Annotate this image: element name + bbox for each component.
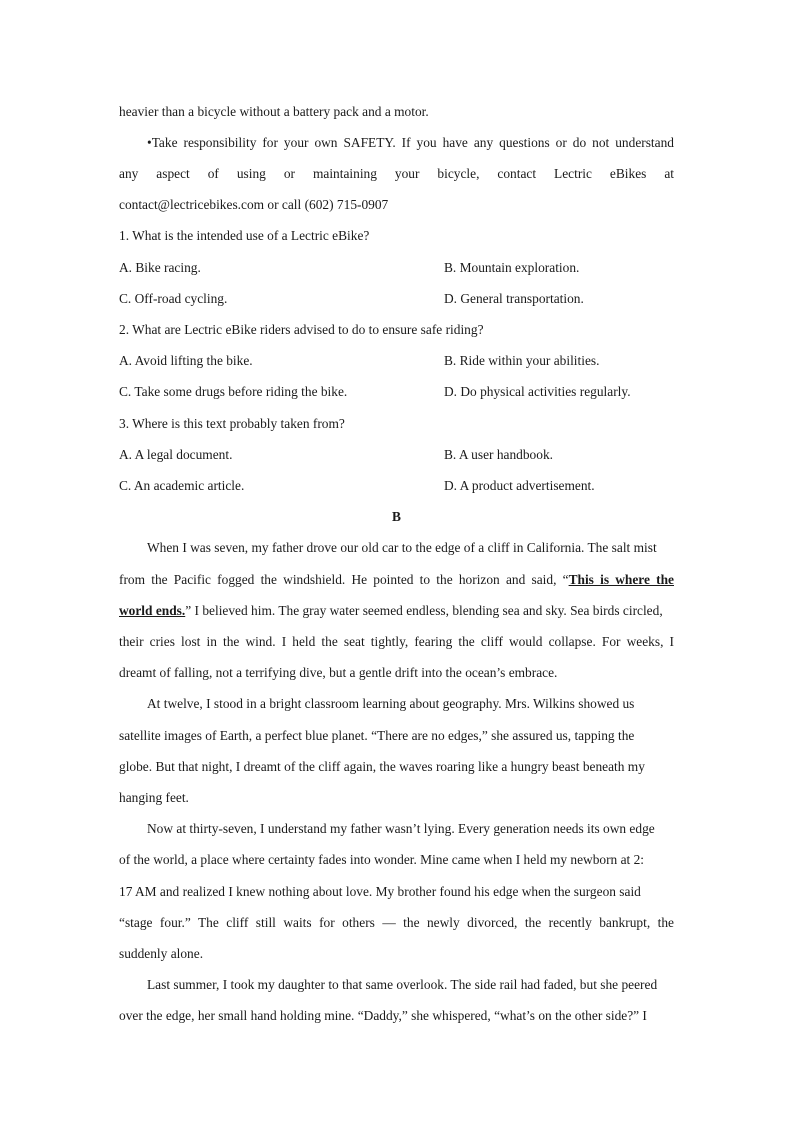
passage-line: their cries lost in the wind. I held the seat tightly, fearing the cliff would collapse. For weeks, I (119, 634, 674, 649)
passage-line: hanging feet. (119, 790, 189, 805)
question-2-option-a: A. Avoid lifting the bike. (119, 353, 253, 368)
question-1-option-a: A. Bike racing. (119, 260, 201, 275)
passage-line: Now at thirty-seven, I understand my father wasn’t lying. Every generation needs its own edge (147, 821, 655, 836)
question-3-stem: 3. Where is this text probably taken from? (119, 416, 345, 431)
question-3-option-a: A. A legal document. (119, 447, 233, 462)
passage-line: satellite images of Earth, a perfect blue planet. “There are no edges,” she assured us, tapping the (119, 728, 635, 743)
safety-text-line: •Take responsibility for your own SAFETY. If you have any questions or do not understand (147, 135, 674, 150)
passage-line (119, 572, 674, 588)
question-2-option-d: D. Do physical activities regularly. (444, 384, 631, 399)
question-3-option-c: C. An academic article. (119, 478, 245, 493)
section-heading: B (392, 509, 401, 524)
passage-line: dreamt of falling, not a terrifying dive, but a gentle drift into the ocean’s embrace. (119, 665, 558, 680)
question-2-option-b: B. Ride within your abilities. (444, 353, 600, 368)
passage-line: 17 AM and realized I knew nothing about love. My brother found his edge when the surgeon said (119, 884, 641, 899)
contact-text-line: contact@lectricebikes.com or call (602) 715-0907 (119, 197, 389, 212)
passage-line: At twelve, I stood in a bright classroom learning about geography. Mrs. Wilkins showed us (147, 696, 635, 711)
passage-line: of the world, a place where certainty fades into wonder. Mine came when I held my newborn at 2: (119, 852, 645, 867)
passage-line: over the edge, her small hand holding mine. “Daddy,” she whispered, “what’s on the other side?” I (119, 1008, 647, 1023)
question-2-stem: 2. What are Lectric eBike riders advised to do to ensure safe riding? (119, 322, 484, 337)
emphasized-quote: world ends. (119, 603, 186, 618)
question-2-option-c: C. Take some drugs before riding the bike. (119, 384, 348, 399)
passage-line: Last summer, I took my daughter to that same overlook. The side rail had faded, but she peered (147, 977, 658, 992)
question-1-option-b: B. Mountain exploration. (444, 260, 580, 275)
question-3-option-d: D. A product advertisement. (444, 478, 595, 493)
question-1-option-d: D. General transportation. (444, 291, 584, 306)
safety-text-line: any aspect of using or maintaining your bicycle, contact Lectric eBikes at (119, 166, 674, 181)
passage-text: ” I believed him. The gray water seemed endless, blending sea and sky. Sea birds circled, (185, 603, 663, 618)
question-1-option-c: C. Off-road cycling. (119, 291, 228, 306)
intro-text-line: heavier than a bicycle without a battery pack and a motor. (119, 104, 429, 119)
passage-text: from the Pacific fogged the windshield. He pointed to the horizon and said, “ (119, 572, 569, 587)
passage-line (119, 603, 674, 619)
emphasized-quote: This is where the (568, 572, 674, 587)
passage-line: When I was seven, my father drove our old car to the edge of a cliff in California. The salt mist (147, 540, 657, 555)
question-1-stem: 1. What is the intended use of a Lectric eBike? (119, 228, 370, 243)
passage-line: suddenly alone. (119, 946, 204, 961)
question-3-option-b: B. A user handbook. (444, 447, 553, 462)
passage-line: globe. But that night, I dreamt of the cliff again, the waves roaring like a hungry beast beneath my (119, 759, 645, 774)
passage-line: “stage four.” The cliff still waits for others — the newly divorced, the recently bankrupt, the (119, 915, 674, 930)
